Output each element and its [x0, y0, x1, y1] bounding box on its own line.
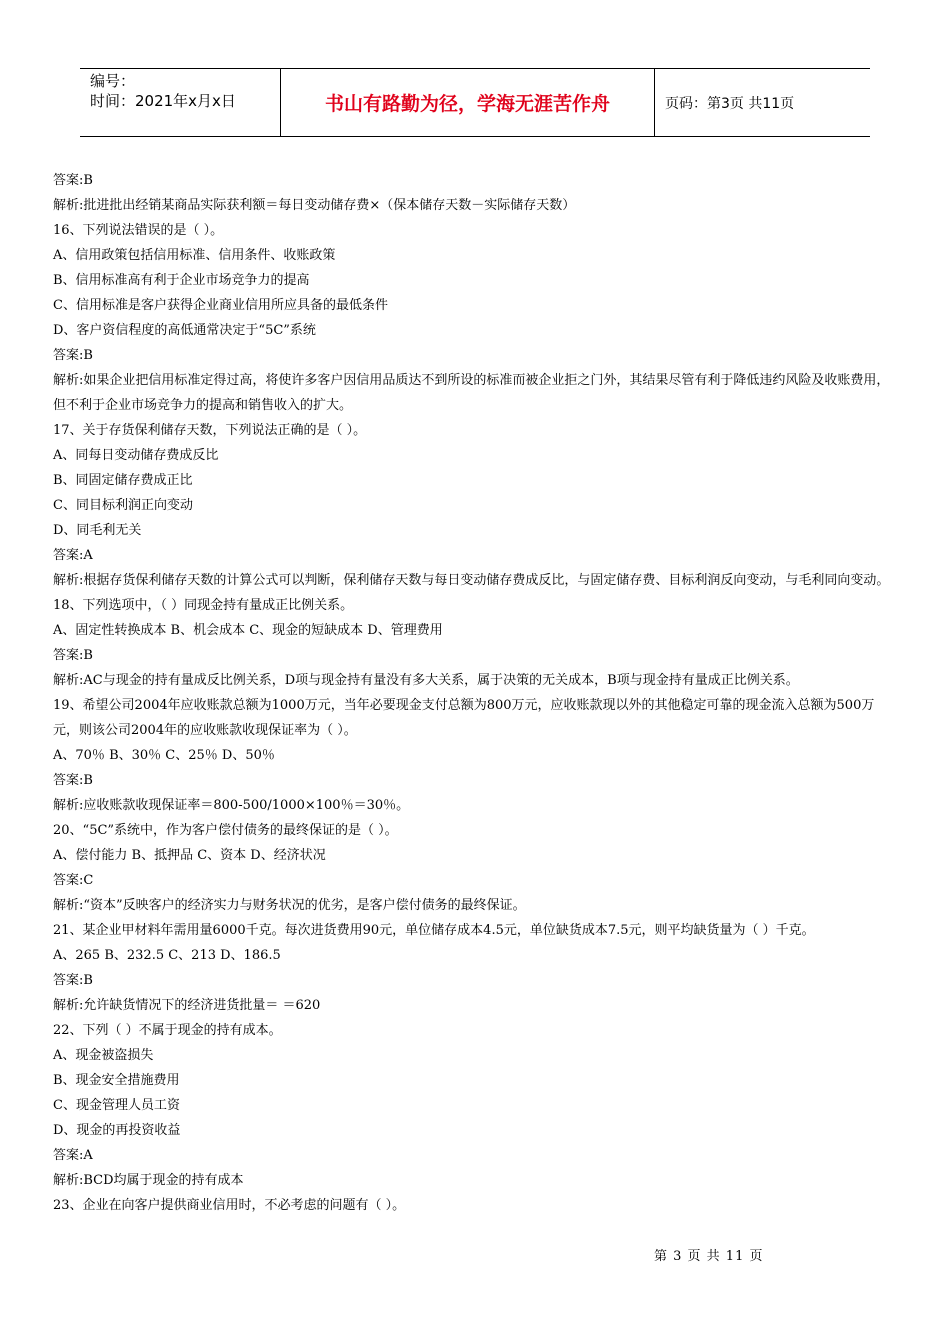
question-16: 16、下列说法错误的是（ ）。 [53, 223, 224, 238]
header-meta [80, 69, 281, 136]
explanation-line: 解析:“资本”反映客户的经济实力与财务状况的优劣，是客户偿付债务的最终保证。 [53, 898, 526, 913]
answer-line: 答案:B [53, 973, 93, 988]
option-line: C、同目标利润正向变动 [53, 498, 193, 513]
question-21: 21、某企业甲材料年需用量6000千克。每次进货费用90元，单位储存成本4.5元，单位缺货成本7.5元，则平均缺货量为（ ）千克。 [53, 923, 815, 938]
option-line: A、现金被盗损失 [53, 1048, 154, 1063]
page-header [80, 68, 870, 137]
explanation-line: 解析:BCD均属于现金的持有成本 [53, 1173, 244, 1188]
question-17: 17、关于存货保利储存天数，下列说法正确的是（ ）。 [53, 423, 367, 438]
explanation-line: 解析:应收账款收现保证率＝800-500/1000×100％＝30％。 [53, 798, 410, 813]
document-date: 时间：2021年x月x日 [90, 92, 236, 110]
explanation-line: 解析:批进批出经销某商品实际获利额＝每日变动储存费×（保本储存天数－实际储存天数） [53, 198, 576, 213]
explanation-line: 解析:如果企业把信用标准定得过高，将使许多客户因信用品质达不到所设的标准而被企业拒之门外，其结果尽管有利于降低违约风险及收账费用，但不利于企业市场竞争力的提高和销售收入的扩大。 [53, 373, 890, 413]
option-line: B、现金安全措施费用 [53, 1073, 180, 1088]
explanation-line: 解析:AC与现金的持有量成反比例关系，D项与现金持有量没有多大关系，属于决策的无关成本，B项与现金持有量成正比例关系。 [53, 673, 799, 688]
option-line: A、偿付能力 B、抵押品 C、资本 D、经济状况 [53, 848, 326, 863]
option-line: D、客户资信程度的高低通常决定于“5C”系统 [53, 323, 316, 338]
explanation-line: 解析:根据存货保利储存天数的计算公式可以判断，保利储存天数与每日变动储存费成反比，与固定储存费、目标利润反向变动，与毛利同向变动。 [53, 573, 890, 588]
option-line: D、现金的再投资收益 [53, 1123, 181, 1138]
answer-line: 答案:C [53, 873, 94, 888]
answer-line: 答案:A [53, 548, 93, 563]
question-22: 22、下列（ ）不属于现金的持有成本。 [53, 1023, 282, 1038]
option-line: A、265 B、232.5 C、213 D、186.5 [53, 948, 281, 963]
question-23: 23、企业在向客户提供商业信用时，不必考虑的问题有（ ）。 [53, 1198, 406, 1213]
question-20: 20、“5C”系统中，作为客户偿付债务的最终保证的是（ ）。 [53, 823, 398, 838]
option-line: A、同每日变动储存费成反比 [53, 448, 219, 463]
document-body [53, 168, 898, 1218]
answer-line: 答案:B [53, 348, 93, 363]
header-motto: 书山有路勤为径，学海无涯苦作舟 [281, 69, 655, 136]
answer-line: 答案:B [53, 173, 93, 188]
option-line: B、信用标准高有利于企业市场竞争力的提高 [53, 273, 310, 288]
option-line: A、70％ B、30％ C、25％ D、50％ [53, 748, 275, 763]
explanation-line: 解析:允许缺货情况下的经济进货批量＝ ＝620 [53, 998, 321, 1013]
answer-line: 答案:B [53, 648, 93, 663]
option-line: D、同毛利无关 [53, 523, 142, 538]
option-line: A、信用政策包括信用标准、信用条件、收账政策 [53, 248, 336, 263]
header-page-info: 页码：第3页 共11页 [665, 95, 795, 112]
page-footer: 第 3 页 共 11 页 [654, 1249, 764, 1264]
option-line: C、信用标准是客户获得企业商业信用所应具备的最低条件 [53, 298, 388, 313]
document-number-label: 编号： [90, 72, 136, 90]
answer-line: 答案:B [53, 773, 93, 788]
option-line: A、固定性转换成本 B、机会成本 C、现金的短缺成本 D、管理费用 [53, 623, 443, 638]
question-18: 18、下列选项中，（ ）同现金持有量成正比例关系。 [53, 598, 354, 613]
answer-line: 答案:A [53, 1148, 93, 1163]
question-19: 19、希望公司2004年应收账款总额为1000万元，当年必要现金支付总额为800万元，应收账款现以外的其他稳定可靠的现金流入总额为500万元，则该公司2004年的应收账款收现保证率为（ ）。 [53, 698, 875, 738]
option-line: C、现金管理人员工资 [53, 1098, 180, 1113]
option-line: B、同固定储存费成正比 [53, 473, 193, 488]
